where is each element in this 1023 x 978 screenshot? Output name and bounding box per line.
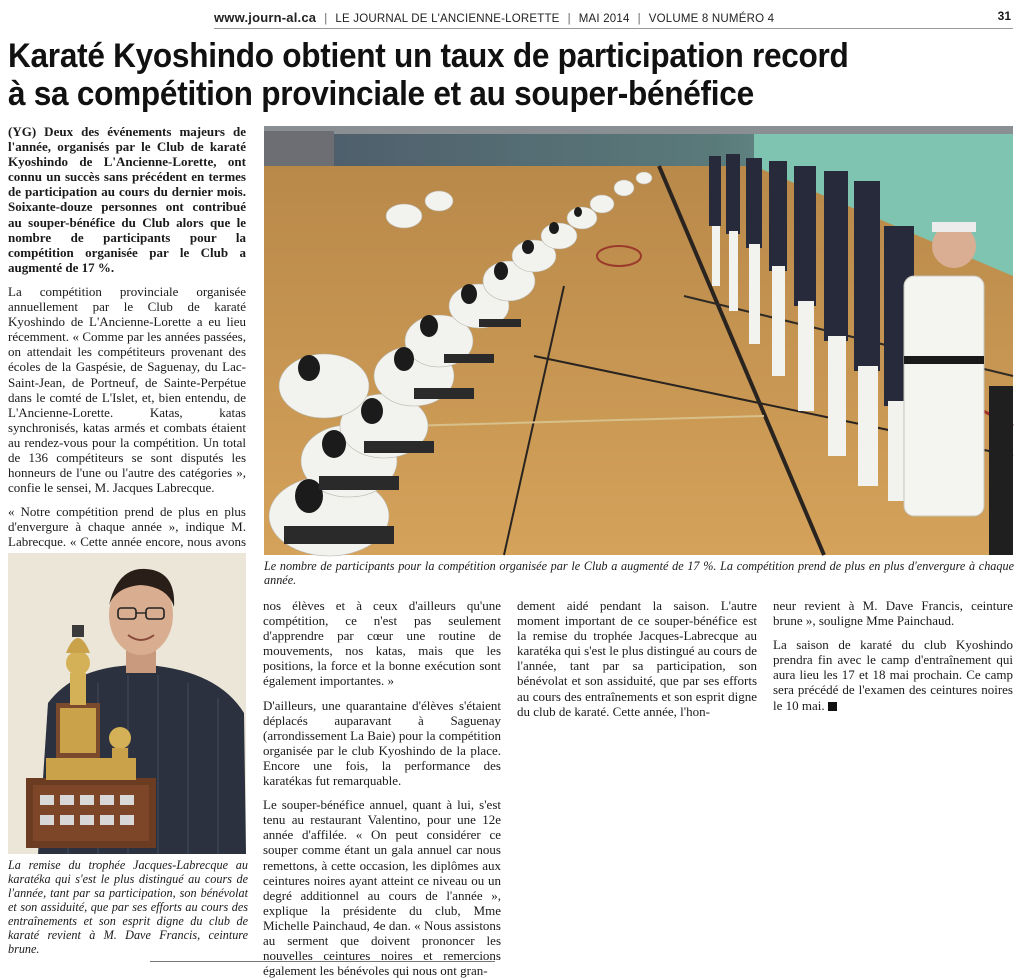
- volume-number: VOLUME 8 NUMÉRO 4: [648, 13, 775, 25]
- article-paragraph: D'ailleurs, une quarantaine d'élèves s'étaient déplacés auparavant à Saguenay (arrondissement La Baie) pour la compétition organisée par le club Kyoshindo de la place. Encore une fois, la performance des karatékas fut remarquable.: [263, 697, 501, 789]
- trophy-portrait-photo: [8, 553, 246, 854]
- portrait-photo-caption: La remise du trophée Jacques-Labrecque au karatéka qui s'est le plus distingué au cours de l'année, tant par sa participation, son bénévolat et son assiduité, que par ses efforts au cours des entraînements et son esprit digne du club de karaté revient à M. Dave Francis, ceinture brune.: [8, 858, 248, 956]
- dojo-illustration: [264, 126, 1013, 555]
- page-header: [0, 0, 1023, 30]
- article-paragraph: « Notre compétition prend de plus en plus d'envergure à chaque année », indique M. Labrecque. « Cette année encore, nous avons: [8, 504, 246, 550]
- main-photo-caption: Le nombre de participants pour la compétition organisée par le Club a augmenté de 17 %. La compétition prend de plus en plus d'envergure à chaque année.: [264, 559, 1014, 587]
- publication-name: LE JOURNAL DE L'ANCIENNE-LORETTE: [335, 13, 560, 25]
- article-column-middle: [263, 598, 501, 978]
- header-rule: [214, 28, 1013, 29]
- article-paragraph: nos élèves et à ceux d'ailleurs qu'une compétition, ce n'est pas seulement d'apprendre par cœur une routine de mouvements, nos katas, mais que les positions, la force et la bonne exécution sont également importantes. »: [263, 598, 501, 689]
- article-column-right-1: [517, 598, 757, 718]
- end-of-article-mark: [828, 702, 837, 711]
- article-lead: (YG) Deux des événements majeurs de l'année, organisés par le Club de karaté Kyoshindo de L'Ancienne-Lorette, ont connu un succès sans précédent en termes de participation au cours du dernier mois. Soixante-douze personnes ont contribué au souper-bénéfice du Club alors que le nombre de participants pour la compétition organisée par le Club a augmenté de 17 %.: [8, 124, 246, 275]
- article-paragraph: La compétition provinciale organisée annuellement par le Club de karaté Kyoshindo de L'Ancienne-Lorette a eu lieu récemment. « Comme par les années passées, on attendait les compétiteurs provenant des écoles de la Gaspésie, de Saguenay, du Lac-Saint-Jean, de Portneuf, de Sainte-Perpétue dans le comté de L'Islet, et, bien entendu, de L'Ancienne-Lorette. Katas, katas synchronisés, katas armés et combats étaient au rendez-vous pour la compétition. Un total de 136 compétiteurs se sont disputés les honneurs de l'une ou l'autre des catégories », confie le sensei, M. Jacques Labrecque.: [8, 283, 246, 496]
- article-paragraph-final: [773, 637, 1013, 712]
- article-column-right-2: [773, 598, 1013, 718]
- headline-line-1: Karaté Kyoshindo obtient un taux de participation record: [8, 37, 849, 75]
- article-column-left: [8, 124, 246, 549]
- article-headline: [8, 37, 928, 113]
- issue-date: MAI 2014: [578, 13, 630, 25]
- competition-photo: [264, 126, 1013, 555]
- site-url[interactable]: www.journ-al.ca: [214, 10, 317, 25]
- portrait-illustration: [8, 553, 246, 854]
- bottom-rule: [150, 961, 495, 962]
- closing-text: La saison de karaté du club Kyoshindo prendra fin avec le camp d'entraînement qui aura lieu les 17 et 18 mai prochain. Ce camp sera précédé de l'examen des ceintures noires le 10 mai.: [773, 637, 1013, 713]
- header-bar: www.journ-al.ca | LE JOURNAL DE L'ANCIENNE-LORETTE | MAI 2014 | VOLUME 8 NUMÉRO 4: [214, 10, 775, 25]
- article-paragraph: dement aidé pendant la saison. L'autre moment important de ce souper-bénéfice est la remise du trophée Jacques-Labrecque au karatéka qui s'est le plus distingué au cours de l'année, tant par sa participation, son bénévolat et son assiduité, que par ses efforts au cours des entraînements et son esprit digne du club de karaté. Cette année, l'hon-: [517, 598, 757, 719]
- page-number: 31: [997, 9, 1011, 23]
- article-paragraph: neur revient à M. Dave Francis, ceinture brune », souligne Mme Painchaud.: [773, 598, 1013, 629]
- article-paragraph: Le souper-bénéfice annuel, quant à lui, s'est tenu au restaurant Valentino, pour une 12e année d'affilée. « On peut considérer ce souper comme étant un gala annuel car nous remettons, à cette occasion, les diplômes aux ceintures noires ayant atteint ce niveau ou un degré additionnel au cours de l'année », explique la présidente du club, Mme Michelle Painchaud, 4e dan. « Nous assistons au serment que doivent prononcer les nouvelles ceintures noires et remercions également les bénévoles qui nous ont gran-: [263, 797, 501, 978]
- headline-line-2: à sa compétition provinciale et au souper-bénéfice: [8, 75, 754, 113]
